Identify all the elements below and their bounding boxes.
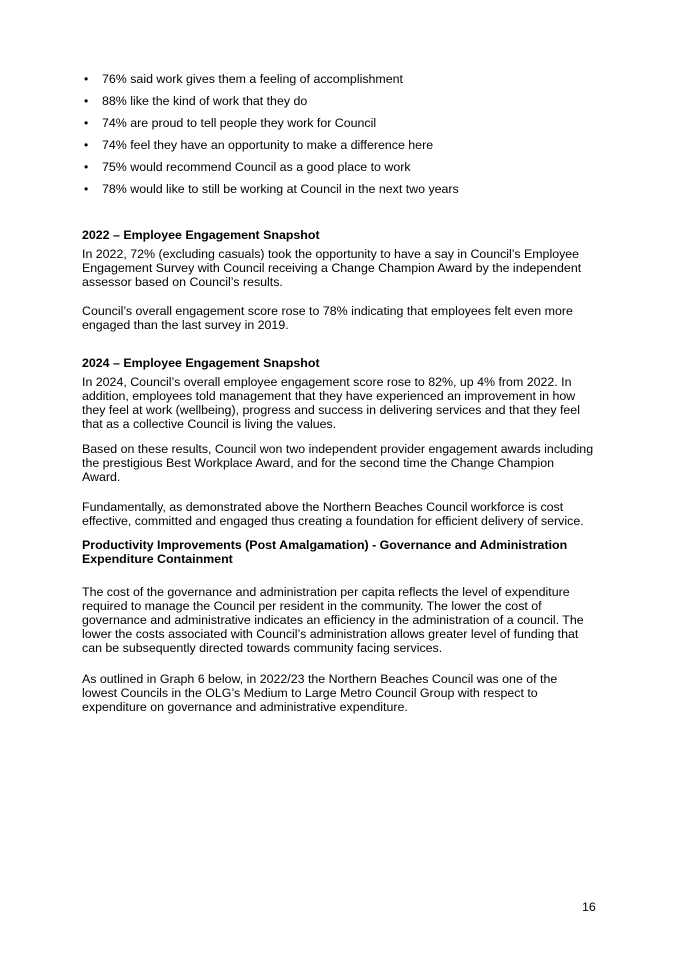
- section-productivity-paragraph-1: The cost of the governance and administration per capita reflects the level of expenditure required to manage the Council per resident in the community. The lower the cost of governance and administrative indicates an efficiency in the administration of a council. The lower the costs associated with Council’s administration allows greater level of funding that can be subsequently directed towards community facing services.: [82, 585, 584, 655]
- list-item: [82, 93, 594, 115]
- section-2024-paragraph-3: Fundamentally, as demonstrated above the Northern Beaches Council workforce is cost effective, committed and engaged thus creating a foundation for efficient delivery of service.: [82, 500, 584, 528]
- section-2024-paragraph-2: Based on these results, Council won two independent provider engagement awards including the prestigious Best Workplace Award, and for the second time the Change Champion Award.: [82, 442, 594, 484]
- bullet-icon: •: [84, 72, 89, 86]
- list-item: [82, 137, 594, 159]
- list-item-text: 78% would like to still be working at Council in the next two years: [102, 182, 459, 196]
- list-item-text: 88% like the kind of work that they do: [102, 94, 308, 108]
- list-item-text: 74% are proud to tell people they work for Council: [102, 116, 377, 130]
- list-item-text: 75% would recommend Council as a good place to work: [102, 160, 411, 174]
- list-item: [82, 71, 594, 93]
- section-2022-heading: 2022 – Employee Engagement Snapshot: [82, 228, 320, 242]
- list-item: [82, 115, 594, 137]
- survey-results-list: [82, 71, 594, 203]
- section-2022-paragraph-1: In 2022, 72% (excluding casuals) took the opportunity to have a say in Council’s Employee Engagement Survey with Council receiving a Change Champion Award by the independent assessor based on Council’s results.: [82, 247, 582, 289]
- section-productivity-heading: Productivity Improvements (Post Amalgamation) - Governance and Administration Expenditure Containment: [82, 538, 568, 566]
- bullet-icon: •: [84, 94, 89, 108]
- bullet-icon: •: [84, 182, 89, 196]
- section-productivity-paragraph-2: As outlined in Graph 6 below, in 2022/23 the Northern Beaches Council was one of the lowest Councils in the OLG’s Medium to Large Metro Council Group with respect to expenditure on governance and administrative expenditure.: [82, 672, 558, 714]
- section-2024-heading: 2024 – Employee Engagement Snapshot: [82, 356, 320, 370]
- bullet-icon: •: [84, 116, 89, 130]
- bullet-icon: •: [84, 138, 89, 152]
- page-number: 16: [582, 900, 596, 914]
- list-item: [82, 159, 594, 181]
- section-2022-paragraph-2: Council’s overall engagement score rose to 78% indicating that employees felt even more engaged than the last survey in 2019.: [82, 304, 573, 332]
- list-item: [82, 181, 594, 203]
- section-2024-paragraph-1: In 2024, Council’s overall employee engagement score rose to 82%, up 4% from 2022. In addition, employees told management that they have experienced an improvement in how they feel at work (wellbeing), progress and success in delivering services and that they feel that as a collective Council is living the values.: [82, 375, 580, 431]
- bullet-icon: •: [84, 160, 89, 174]
- list-item-text: 76% said work gives them a feeling of accomplishment: [102, 72, 403, 86]
- list-item-text: 74% feel they have an opportunity to make a difference here: [102, 138, 434, 152]
